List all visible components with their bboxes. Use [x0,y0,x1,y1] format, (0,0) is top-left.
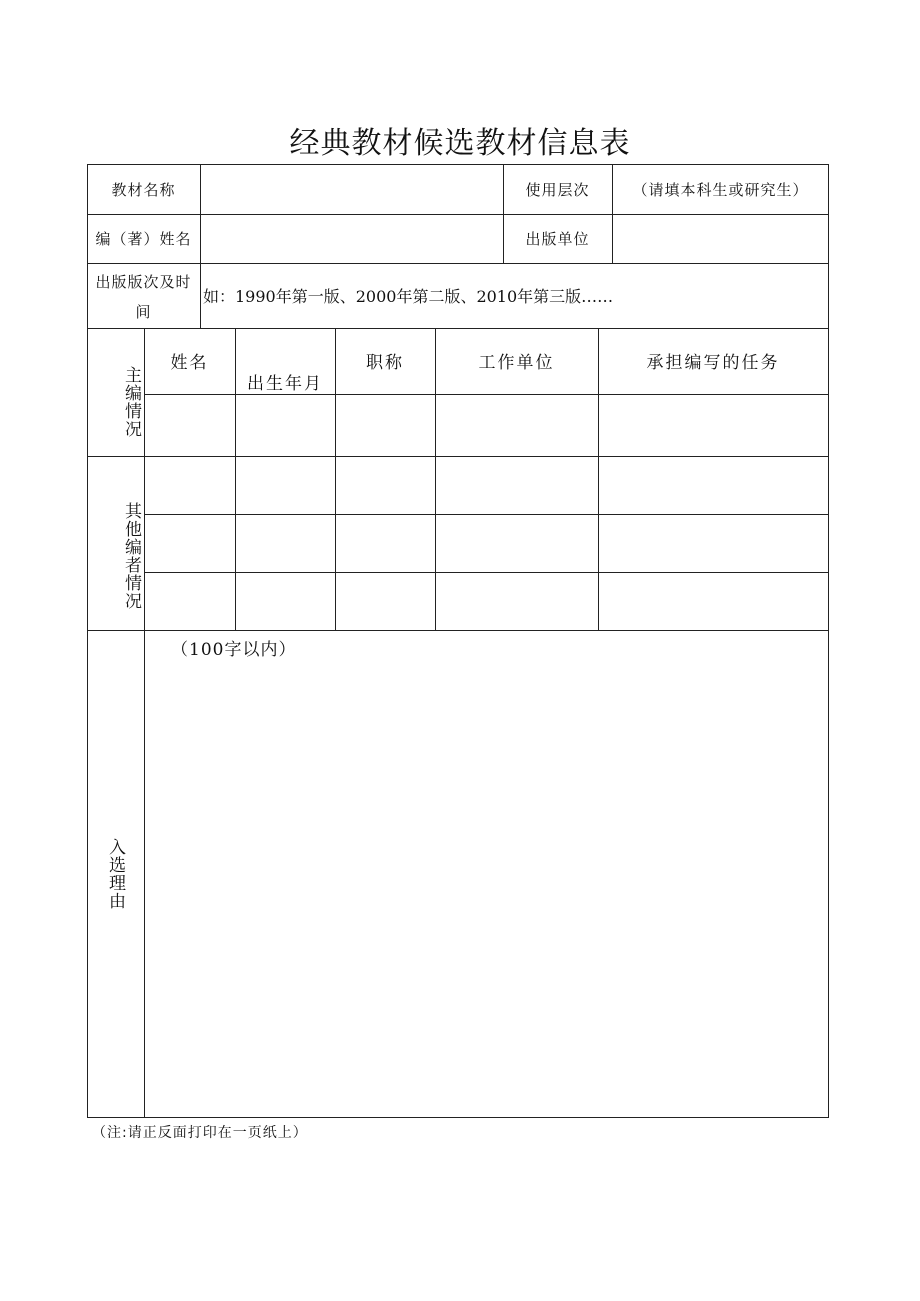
label-edition [87,263,200,328]
label-usage-level: 使用层次 [525,180,590,199]
other-unit-field-1[interactable] [436,457,598,514]
chief-task-field[interactable] [599,395,828,456]
label-publisher: 出版单位 [525,230,590,248]
other-task-field-3[interactable] [599,573,828,630]
info-form-table [87,164,829,1118]
header-birth: 出生年月 [247,374,323,394]
publisher-field[interactable] [613,215,828,263]
chief-name-field[interactable] [145,395,235,456]
other-title-field-3[interactable] [336,573,435,630]
label-editor-name: 编（著）姓名 [95,230,192,248]
header-title: 职称 [366,353,404,373]
label-edition-line2: 间 [135,303,152,321]
other-birth-field-3[interactable] [236,573,335,630]
chief-birth-field[interactable] [236,395,335,456]
label-selection-reason: 入选理由 [105,837,125,910]
label-edition-line1: 出版版次及时 [95,273,192,291]
other-name-field-1[interactable] [145,457,235,514]
other-birth-field-1[interactable] [236,457,335,514]
textbook-name-field[interactable] [201,165,503,214]
header-name: 姓名 [170,353,209,373]
other-birth-field-2[interactable] [236,515,335,572]
table-border-right [828,164,829,1118]
label-textbook-name: 教材名称 [111,180,176,199]
other-unit-field-3[interactable] [436,573,598,630]
selection-reason-hint: （100字以内） [171,640,297,660]
edition-field[interactable] [201,263,828,328]
other-task-field-2[interactable] [599,515,828,572]
usage-level-field[interactable]: （请填本科生或研究生） [632,180,809,199]
other-unit-field-2[interactable] [436,515,598,572]
other-task-field-1[interactable] [599,457,828,514]
header-unit: 工作单位 [478,353,555,373]
other-name-field-3[interactable] [145,573,235,630]
editor-name-field[interactable] [201,215,503,263]
header-task: 承担编写的任务 [646,353,780,373]
label-other-editors: 其他编者情况 [121,502,141,610]
other-title-field-1[interactable] [336,457,435,514]
footnote: （注:请正反面打印在一页纸上） [92,1125,308,1141]
chief-title-field[interactable] [336,395,435,456]
label-chief-editor: 主编情况 [121,366,141,438]
chief-unit-field[interactable] [436,395,598,456]
other-name-field-2[interactable] [145,515,235,572]
other-title-field-2[interactable] [336,515,435,572]
selection-reason-field[interactable] [145,631,828,1117]
table-border-bottom [87,1117,829,1118]
page-title: 经典教材候选教材信息表 [289,126,631,161]
edition-hint: 如：1990年第一版、2000年第二版、2010年第三版…… [203,287,614,306]
